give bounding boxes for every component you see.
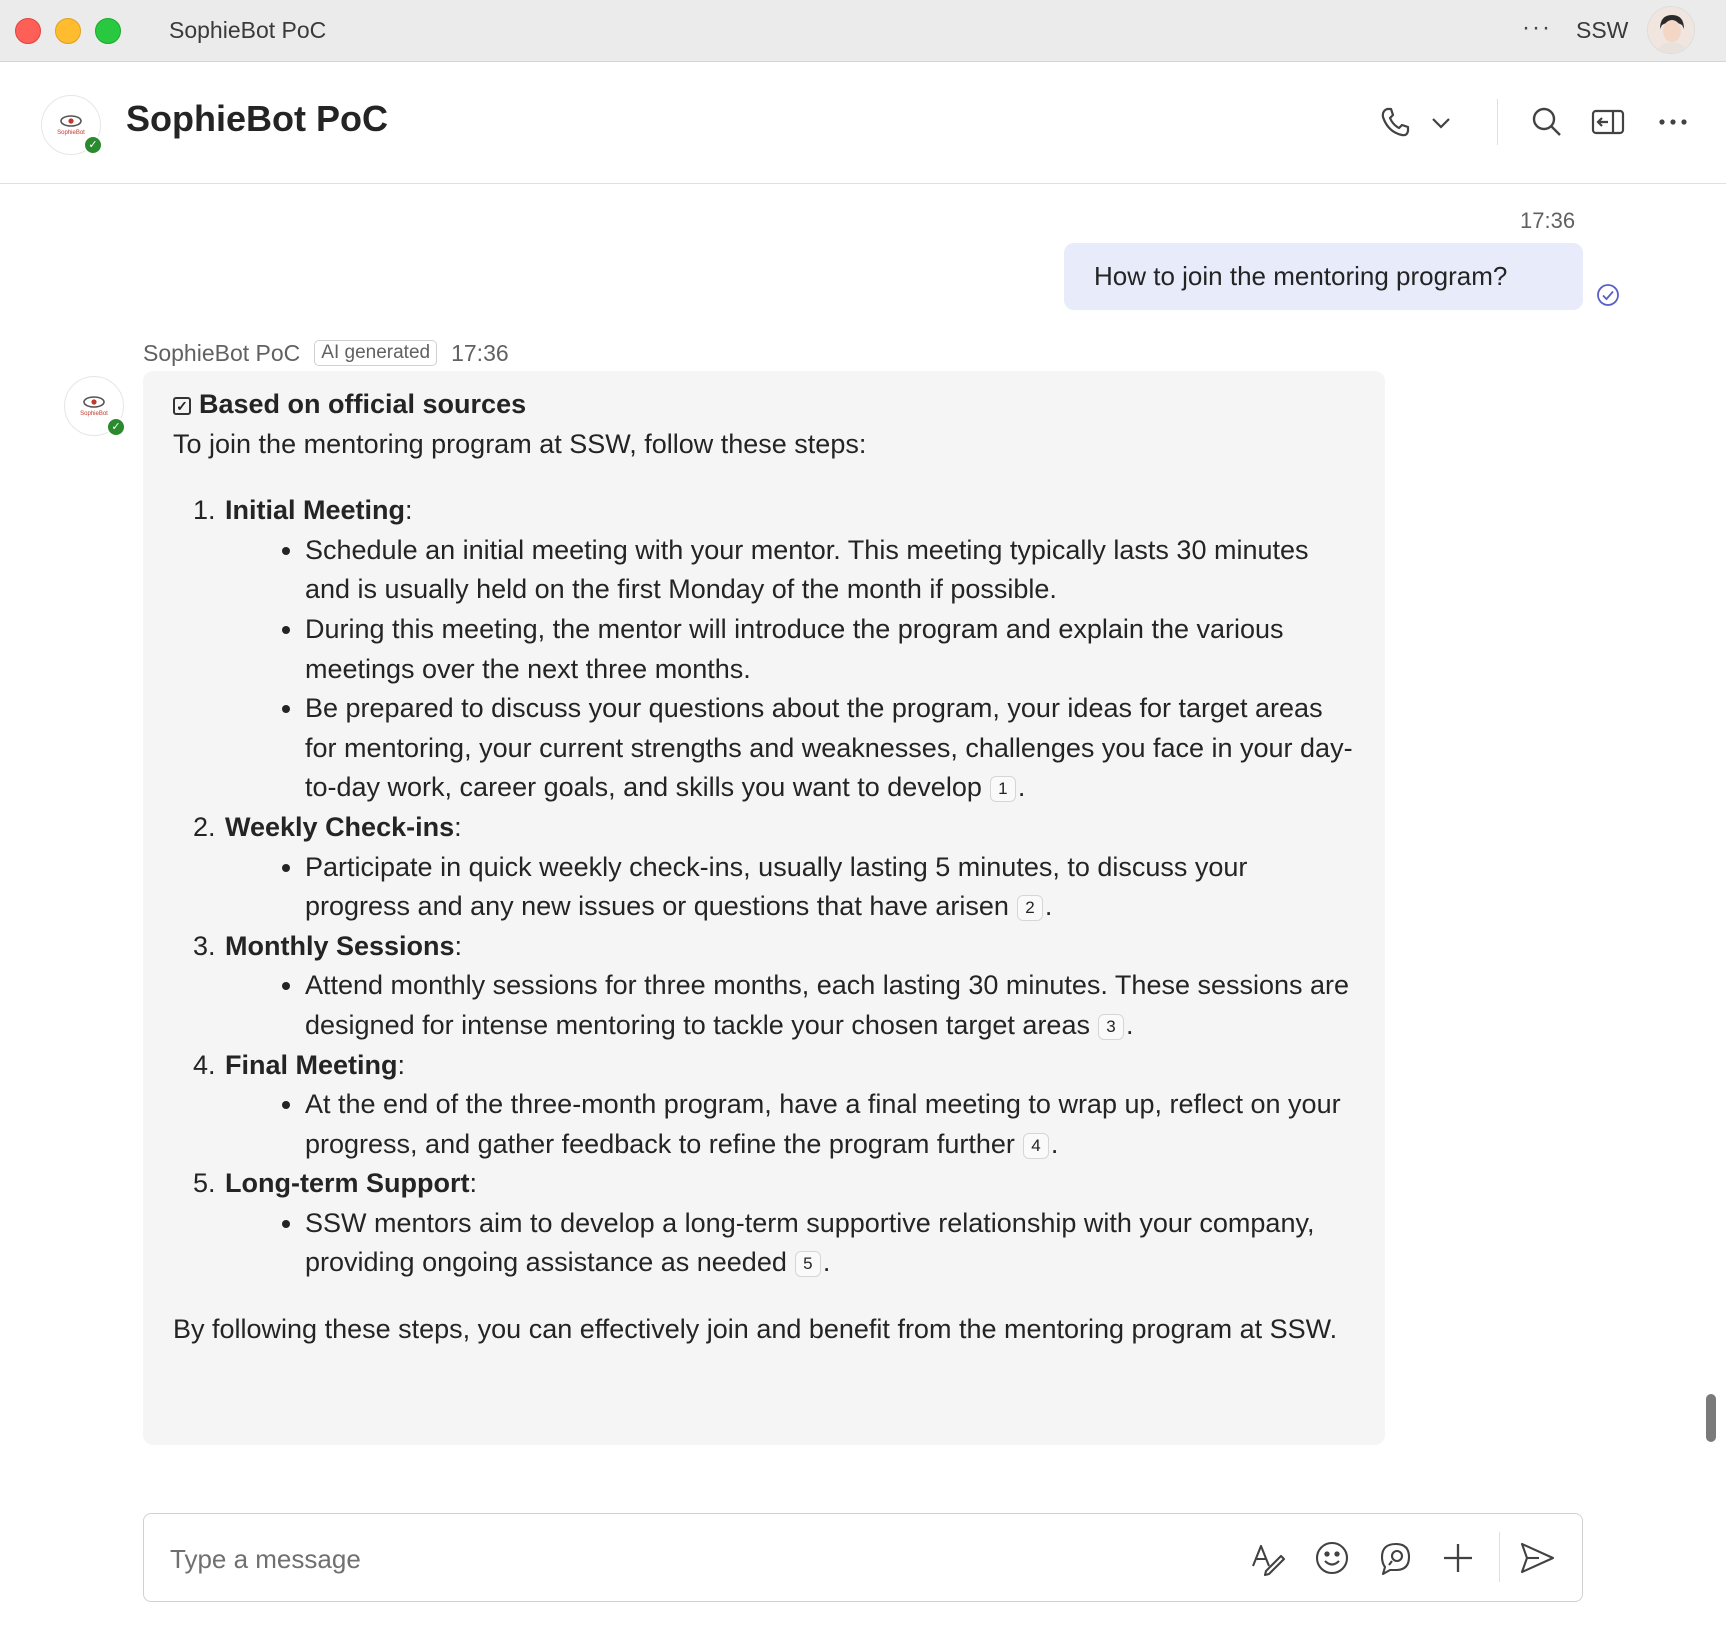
step-bullet-text: Schedule an initial meeting with your mentor. This meeting typically lasts 30 minutes and is usually held on the first Monday of the month if possible. [305, 534, 1309, 605]
chevron-down-icon[interactable] [1428, 109, 1454, 135]
bot-intro-text: To join the mentoring program at SSW, follow these steps: [173, 428, 867, 459]
step-item: 4. Final Meeting: • At the end of the three-month program, have a final meeting to wrap up, reflect on your progress, and gather feedback to refine the program further 4 . [223, 1046, 1355, 1165]
citation-marker[interactable]: 2 [1017, 895, 1043, 921]
bot-logo-text: SophieBot [80, 411, 108, 417]
step-bullet-text: During this meeting, the mentor will introduce the program and explain the various meetings over the next three months. [305, 613, 1284, 684]
ai-generated-badge[interactable]: AI generated [314, 340, 437, 366]
step-bullet: • SSW mentors aim to develop a long-term supportive relationship with your company, providing ongoing assistance as needed 5 . [305, 1204, 1355, 1283]
step-title: Monthly Sessions [225, 930, 455, 961]
step-bullets [225, 848, 1355, 927]
window-titlebar [0, 0, 1726, 62]
step-bullet: • Attend monthly sessions for three months, each lasting 30 minutes. These sessions are designed for intense mentoring to tackle your chosen target areas 3 . [305, 966, 1355, 1045]
send-icon[interactable] [1519, 1540, 1555, 1576]
step-bullets [225, 1204, 1355, 1283]
bot-message-bubble[interactable] [143, 371, 1385, 1445]
step-bullet-text: Attend monthly sessions for three months, each lasting 30 minutes. These sessions are designed for intense mentoring to tackle your chosen target areas [305, 970, 1350, 1040]
plus-icon[interactable] [1440, 1540, 1476, 1576]
popout-icon[interactable] [1591, 105, 1625, 139]
presence-available-icon: ✓ [83, 135, 103, 155]
chat-scrollbar[interactable] [1706, 1394, 1716, 1442]
close-window-button[interactable] [15, 18, 41, 44]
step-bullet-text: SSW mentors aim to develop a long-term supportive relationship with your company, providing ongoing assistance as needed [305, 1207, 1315, 1278]
step-bullet [305, 531, 1355, 610]
user-avatar[interactable] [1647, 6, 1695, 54]
bot-message-time: 17:36 [451, 339, 509, 366]
step-item: 3. Monthly Sessions: • Attend monthly sessions for three months, each lasting 30 minutes. These sessions are designed for intense mentoring to tackle your chosen target areas 3 . [223, 927, 1355, 1046]
presence-available-icon: ✓ [106, 417, 126, 437]
search-icon[interactable] [1530, 105, 1564, 139]
format-icon[interactable] [1250, 1540, 1286, 1576]
minimize-window-button[interactable] [55, 18, 81, 44]
citation-marker[interactable]: 4 [1023, 1133, 1049, 1159]
bot-message-meta [143, 338, 509, 368]
sent-message-text: How to join the mentoring program? [1094, 261, 1508, 291]
emoji-icon[interactable] [1314, 1540, 1350, 1576]
step-item: 2. Weekly Check-ins: • Participate in quick weekly check-ins, usually lasting 5 minutes, to discuss your progress and any new issues or questions that have arisen 2 . [223, 808, 1355, 927]
citation-marker[interactable]: 5 [795, 1251, 821, 1277]
step-bullet-text: At the end of the three-month program, have a final meeting to wrap up, reflect on your progress, and gather feedback to refine the program further [305, 1089, 1341, 1159]
loop-icon[interactable] [1378, 1540, 1414, 1576]
step-bullet: • Be prepared to discuss your questions about the program, your ideas for target areas for mentoring, your current strengths and weaknesses, challenges you face in your day-to-day work, career goals, and skills you want to develop 1 . [305, 689, 1355, 808]
window-title: SophieBot PoC [169, 17, 327, 43]
step-title: Final Meeting [225, 1049, 398, 1080]
org-name[interactable]: SSW [1576, 17, 1629, 43]
chat-header [0, 62, 1726, 184]
step-bullets [225, 531, 1355, 808]
citation-marker[interactable]: 1 [990, 776, 1016, 802]
composer-divider [1499, 1532, 1500, 1582]
step-item: 5. Long-term Support: • SSW mentors aim to develop a long-term supportive relationship with your company, providing ongoing assistance as needed 5 . [223, 1164, 1355, 1283]
read-receipt-icon [1596, 283, 1620, 307]
steps-list [173, 491, 1355, 1283]
checkbox-icon: ✓ [173, 397, 191, 415]
citation-marker[interactable]: 3 [1098, 1014, 1124, 1040]
official-sources-label: Based on official sources [199, 389, 527, 419]
step-bullet-text: Be prepared to discuss your questions about the program, your ideas for target areas for mentoring, your current strengths and weaknesses, challenges you face in your day-to-day work, career goals, and skills you want to develop [305, 693, 1353, 803]
step-bullets [225, 1085, 1355, 1164]
message-composer [143, 1513, 1583, 1602]
header-divider [1497, 99, 1498, 145]
message-input[interactable] [168, 1536, 1172, 1582]
step-bullet: • At the end of the three-month program, have a final meeting to wrap up, reflect on your progress, and gather feedback to refine the program further 4 . [305, 1085, 1355, 1164]
step-bullet [305, 610, 1355, 689]
bot-sender-name: SophieBot PoC [143, 339, 301, 366]
bot-logo-text: SophieBot [57, 130, 85, 136]
step-bullet-text: Participate in quick weekly check-ins, usually lasting 5 minutes, to discuss your progress and any new issues or questions that have arisen [305, 851, 1248, 922]
bot-closing-text: By following these steps, you can effectively join and benefit from the mentoring program at SSW. [173, 1314, 1338, 1345]
step-title: Long-term Support [225, 1168, 470, 1199]
sent-message-bubble[interactable] [1064, 243, 1583, 310]
step-item: 1. Initial Meeting: • Schedule an initial meeting with your mentor. This meeting typically lasts 30 minutes and is usually held on the first Monday of the month if possible. • During this meeting, the mentor will introduce the program and explain the various meetings over the next three months. • Be prepared to discuss your questions about the program, your ideas for target areas for mentoring, your current strengths and weaknesses, challenges you face in your day-to-day work, career goals, and skills you want to develop 1 . [223, 491, 1355, 808]
step-bullet: • Participate in quick weekly check-ins, usually lasting 5 minutes, to discuss your progress and any new issues or questions that have arisen 2 . [305, 848, 1355, 927]
more-icon[interactable] [1656, 105, 1690, 139]
sent-message-time: 17:36 [1520, 208, 1576, 233]
step-bullets [225, 966, 1355, 1045]
phone-icon[interactable] [1378, 105, 1412, 139]
official-sources-line [173, 385, 1355, 425]
step-title: Initial Meeting [225, 495, 406, 526]
more-options-icon[interactable]: ··· [1522, 14, 1552, 41]
chat-title: SophieBot PoC [126, 98, 388, 139]
step-title: Weekly Check-ins [225, 811, 455, 842]
zoom-window-button[interactable] [95, 18, 121, 44]
